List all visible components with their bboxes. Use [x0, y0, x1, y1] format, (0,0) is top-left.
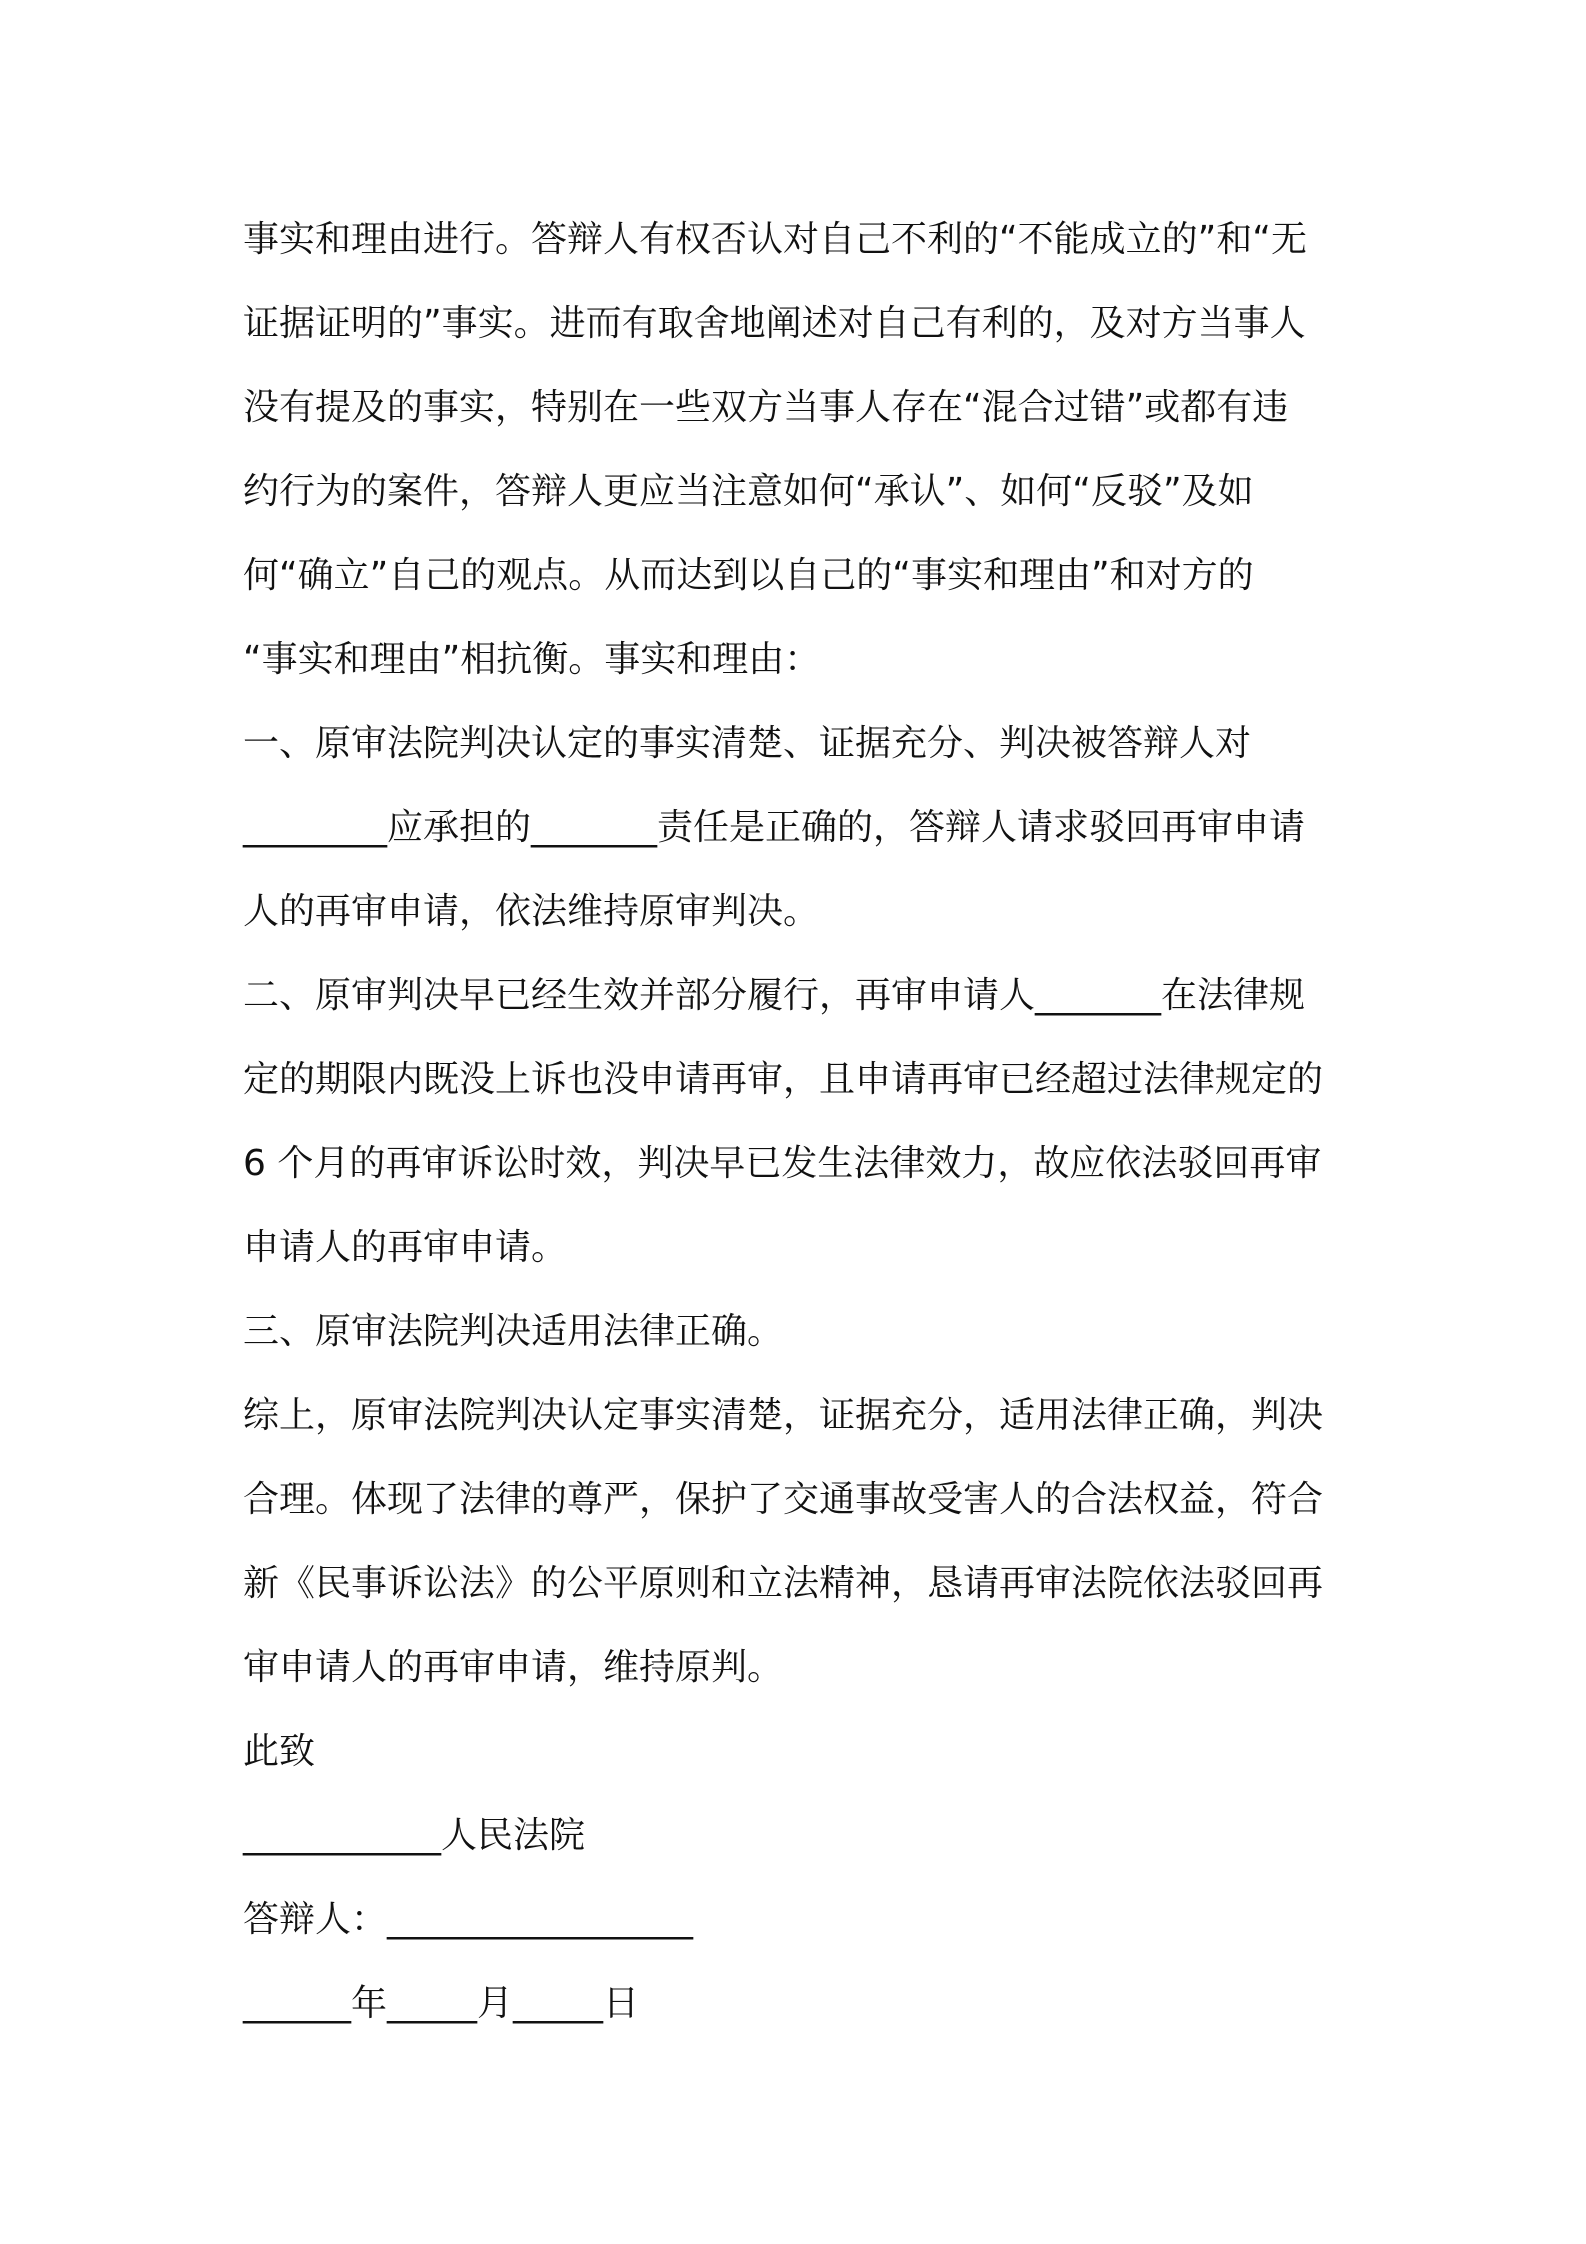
text-line: 人的再审申请，依法维持原审判决。	[243, 891, 820, 932]
section-heading-three: 三、原审法院判决适用法律正确。	[243, 1311, 784, 1352]
salutation-line: 此致	[243, 1731, 316, 1772]
document-page	[243, 198, 1353, 2046]
conclusion-line: 综上，原审法院判决认定事实清楚，证据充分，适用法律正确，判决	[243, 1395, 1324, 1436]
text-line: 证据证明的”事实。进而有取舍地阐述对自己有利的，及对方当事人	[243, 303, 1306, 344]
text-line: 约行为的案件，答辩人更应当注意如何“承认”、如何“反驳”及如	[243, 471, 1254, 512]
text-line: 审申请人的再审申请，维持原判。	[243, 1647, 784, 1688]
text-line: ________应承担的_______责任是正确的，答辩人请求驳回再审申请	[243, 807, 1306, 848]
text-line: 申请人的再审申请。	[243, 1227, 568, 1268]
section-heading-two: 二、原审判决早已经生效并部分履行，再审申请人_______在法律规	[243, 975, 1306, 1016]
text-line: 6 个月的再审诉讼时效，判决早已发生法律效力，故应依法驳回再审	[243, 1143, 1322, 1184]
respondent-line: 答辩人：_________________	[243, 1899, 694, 1940]
text-line: 没有提及的事实，特别在一些双方当事人存在“混合过错”或都有违	[243, 387, 1289, 428]
section-heading-one: 一、原审法院判决认定的事实清楚、证据充分、判决被答辩人对	[243, 723, 1252, 764]
text-line: 何“确立”自己的观点。从而达到以自己的“事实和理由”和对方的	[243, 555, 1254, 596]
text-line: “事实和理由”相抗衡。事实和理由：	[243, 639, 821, 680]
text-line: 事实和理由进行。答辩人有权否认对自己不利的“不能成立的”和“无	[243, 219, 1307, 260]
text-line: 新《民事诉讼法》的公平原则和立法精神，恳请再审法院依法驳回再	[243, 1563, 1324, 1604]
date-line: ______年_____月_____日	[243, 1983, 639, 2024]
text-line: 定的期限内既没上诉也没申请再审，且申请再审已经超过法律规定的	[243, 1059, 1324, 1100]
text-line: 合理。体现了法律的尊严，保护了交通事故受害人的合法权益，符合	[243, 1479, 1324, 1520]
court-line: ___________人民法院	[243, 1815, 586, 1856]
